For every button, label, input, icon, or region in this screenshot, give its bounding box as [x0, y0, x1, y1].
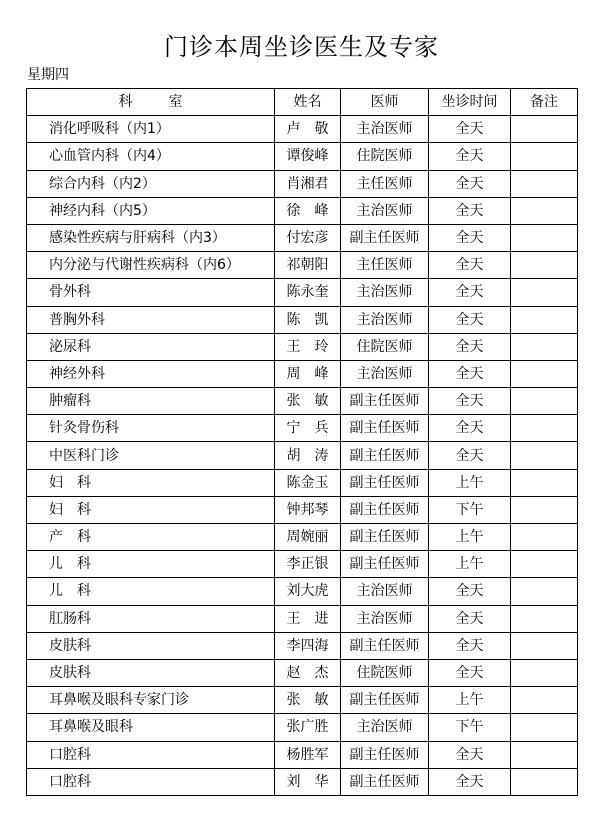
department-cell: 综合内科（内2）	[27, 170, 275, 197]
table-row	[27, 551, 578, 578]
doctor-title-cell: 主治医师	[341, 279, 429, 306]
note-cell	[511, 741, 578, 768]
doctor-name-cell: 谭俊峰	[275, 143, 341, 170]
session-time-cell: 全天	[429, 170, 511, 197]
doctor-name-cell: 张 敏	[275, 388, 341, 415]
session-time-cell: 全天	[429, 388, 511, 415]
note-cell	[511, 170, 578, 197]
department-cell: 普胸外科	[27, 306, 275, 333]
session-time-cell: 全天	[429, 143, 511, 170]
session-time-cell: 上午	[429, 551, 511, 578]
session-time-cell: 上午	[429, 524, 511, 551]
session-time-cell: 全天	[429, 442, 511, 469]
table-row	[27, 116, 578, 143]
table-row	[27, 143, 578, 170]
doctor-name-cell: 刘大虎	[275, 578, 341, 605]
doctor-name-cell: 徐 峰	[275, 197, 341, 224]
session-time-cell: 全天	[429, 360, 511, 387]
note-cell	[511, 388, 578, 415]
doctor-name-cell: 王 玲	[275, 333, 341, 360]
department-cell: 心血管内科（内4）	[27, 143, 275, 170]
doctor-name-cell: 陈永奎	[275, 279, 341, 306]
table-row	[27, 524, 578, 551]
note-cell	[511, 605, 578, 632]
doctor-name-cell: 胡 涛	[275, 442, 341, 469]
note-cell	[511, 306, 578, 333]
department-cell: 儿 科	[27, 551, 275, 578]
session-time-cell: 全天	[429, 224, 511, 251]
session-time-cell: 上午	[429, 469, 511, 496]
note-cell	[511, 632, 578, 659]
doctor-name-cell: 付宏彦	[275, 224, 341, 251]
table-row	[27, 252, 578, 279]
note-cell	[511, 252, 578, 279]
department-cell: 消化呼吸科（内1）	[27, 116, 275, 143]
session-time-cell: 全天	[429, 605, 511, 632]
note-cell	[511, 469, 578, 496]
note-cell	[511, 578, 578, 605]
doctor-name-cell: 李四海	[275, 632, 341, 659]
note-cell	[511, 659, 578, 686]
table-row	[27, 306, 578, 333]
doctor-title-cell: 主治医师	[341, 306, 429, 333]
session-time-cell: 全天	[429, 306, 511, 333]
session-time-cell: 下午	[429, 714, 511, 741]
header-name: 姓名	[275, 89, 341, 116]
session-time-cell: 全天	[429, 252, 511, 279]
header-department	[27, 89, 275, 116]
doctor-name-cell: 肖湘君	[275, 170, 341, 197]
table-row	[27, 659, 578, 686]
doctor-title-cell: 副主任医师	[341, 415, 429, 442]
note-cell	[511, 768, 578, 795]
schedule-table	[26, 88, 578, 796]
table-row	[27, 279, 578, 306]
note-cell	[511, 442, 578, 469]
note-cell	[511, 496, 578, 523]
table-row	[27, 496, 578, 523]
department-cell: 皮肤科	[27, 659, 275, 686]
doctor-name-cell: 祁朝阳	[275, 252, 341, 279]
session-time-cell: 全天	[429, 116, 511, 143]
doctor-name-cell: 陈金玉	[275, 469, 341, 496]
doctor-title-cell: 住院医师	[341, 333, 429, 360]
note-cell	[511, 714, 578, 741]
department-cell: 肛肠科	[27, 605, 275, 632]
header-department-char-2: 室	[168, 94, 183, 111]
table-row	[27, 741, 578, 768]
table-row	[27, 388, 578, 415]
table-row	[27, 170, 578, 197]
session-time-cell: 全天	[429, 279, 511, 306]
table-row	[27, 442, 578, 469]
table-row	[27, 415, 578, 442]
doctor-name-cell: 宁 兵	[275, 415, 341, 442]
doctor-name-cell: 周婉丽	[275, 524, 341, 551]
table-row	[27, 578, 578, 605]
doctor-title-cell: 主治医师	[341, 714, 429, 741]
doctor-title-cell: 副主任医师	[341, 224, 429, 251]
doctor-name-cell: 卢 敬	[275, 116, 341, 143]
doctor-name-cell: 张 敏	[275, 687, 341, 714]
doctor-title-cell: 副主任医师	[341, 632, 429, 659]
doctor-name-cell: 赵 杰	[275, 659, 341, 686]
table-row	[27, 605, 578, 632]
doctor-title-cell: 副主任医师	[341, 741, 429, 768]
doctor-title-cell: 副主任医师	[341, 768, 429, 795]
department-cell: 针灸骨伤科	[27, 415, 275, 442]
session-time-cell: 上午	[429, 687, 511, 714]
department-cell: 泌尿科	[27, 333, 275, 360]
department-cell: 耳鼻喉及眼科	[27, 714, 275, 741]
doctor-title-cell: 副主任医师	[341, 388, 429, 415]
table-row	[27, 768, 578, 795]
doctor-title-cell: 主任医师	[341, 170, 429, 197]
doctor-name-cell: 钟邦琴	[275, 496, 341, 523]
table-row	[27, 632, 578, 659]
note-cell	[511, 524, 578, 551]
doctor-title-cell: 主任医师	[341, 252, 429, 279]
session-time-cell: 下午	[429, 496, 511, 523]
table-row	[27, 714, 578, 741]
note-cell	[511, 333, 578, 360]
department-cell: 肿瘤科	[27, 388, 275, 415]
doctor-title-cell: 副主任医师	[341, 496, 429, 523]
doctor-title-cell: 副主任医师	[341, 524, 429, 551]
doctor-title-cell: 主治医师	[341, 578, 429, 605]
session-time-cell: 全天	[429, 578, 511, 605]
session-time-cell: 全天	[429, 415, 511, 442]
department-cell: 骨外科	[27, 279, 275, 306]
session-time-cell: 全天	[429, 768, 511, 795]
department-cell: 神经外科	[27, 360, 275, 387]
department-cell: 儿 科	[27, 578, 275, 605]
session-time-cell: 全天	[429, 333, 511, 360]
note-cell	[511, 687, 578, 714]
doctor-title-cell: 住院医师	[341, 143, 429, 170]
table-row	[27, 360, 578, 387]
note-cell	[511, 197, 578, 224]
doctor-name-cell: 张广胜	[275, 714, 341, 741]
header-title: 医师	[341, 89, 429, 116]
department-cell: 妇 科	[27, 469, 275, 496]
session-time-cell: 全天	[429, 197, 511, 224]
department-cell: 耳鼻喉及眼科专家门诊	[27, 687, 275, 714]
department-cell: 感染性疾病与肝病科（内3）	[27, 224, 275, 251]
doctor-title-cell: 住院医师	[341, 659, 429, 686]
doctor-name-cell: 周 峰	[275, 360, 341, 387]
department-cell: 口腔科	[27, 741, 275, 768]
session-time-cell: 全天	[429, 632, 511, 659]
note-cell	[511, 551, 578, 578]
table-row	[27, 469, 578, 496]
note-cell	[511, 360, 578, 387]
doctor-title-cell: 副主任医师	[341, 469, 429, 496]
note-cell	[511, 224, 578, 251]
session-time-cell: 全天	[429, 741, 511, 768]
doctor-title-cell: 主治医师	[341, 605, 429, 632]
table-row	[27, 197, 578, 224]
doctor-title-cell: 主治医师	[341, 360, 429, 387]
header-time: 坐诊时间	[429, 89, 511, 116]
session-time-cell: 全天	[429, 659, 511, 686]
table-row	[27, 224, 578, 251]
doctor-title-cell: 副主任医师	[341, 687, 429, 714]
doctor-name-cell: 王 进	[275, 605, 341, 632]
department-cell: 内分泌与代谢性疾病科（内6）	[27, 252, 275, 279]
doctor-title-cell: 主治医师	[341, 197, 429, 224]
page-title: 门诊本周坐诊医生及专家	[164, 33, 439, 61]
weekday-label: 星期四	[27, 67, 69, 83]
header-note: 备注	[511, 89, 578, 116]
table-row	[27, 333, 578, 360]
note-cell	[511, 116, 578, 143]
doctor-name-cell: 刘 华	[275, 768, 341, 795]
note-cell	[511, 143, 578, 170]
department-cell: 产 科	[27, 524, 275, 551]
table-header-row	[27, 89, 578, 116]
department-cell: 中医科门诊	[27, 442, 275, 469]
department-cell: 妇 科	[27, 496, 275, 523]
doctor-name-cell: 杨胜军	[275, 741, 341, 768]
doctor-name-cell: 李正银	[275, 551, 341, 578]
department-cell: 神经内科（内5）	[27, 197, 275, 224]
note-cell	[511, 279, 578, 306]
doctor-name-cell: 陈 凯	[275, 306, 341, 333]
doctor-title-cell: 副主任医师	[341, 551, 429, 578]
department-cell: 口腔科	[27, 768, 275, 795]
doctor-title-cell: 副主任医师	[341, 442, 429, 469]
header-department-char-1: 科	[118, 94, 133, 111]
department-cell: 皮肤科	[27, 632, 275, 659]
table-row	[27, 687, 578, 714]
note-cell	[511, 415, 578, 442]
doctor-title-cell: 主治医师	[341, 116, 429, 143]
